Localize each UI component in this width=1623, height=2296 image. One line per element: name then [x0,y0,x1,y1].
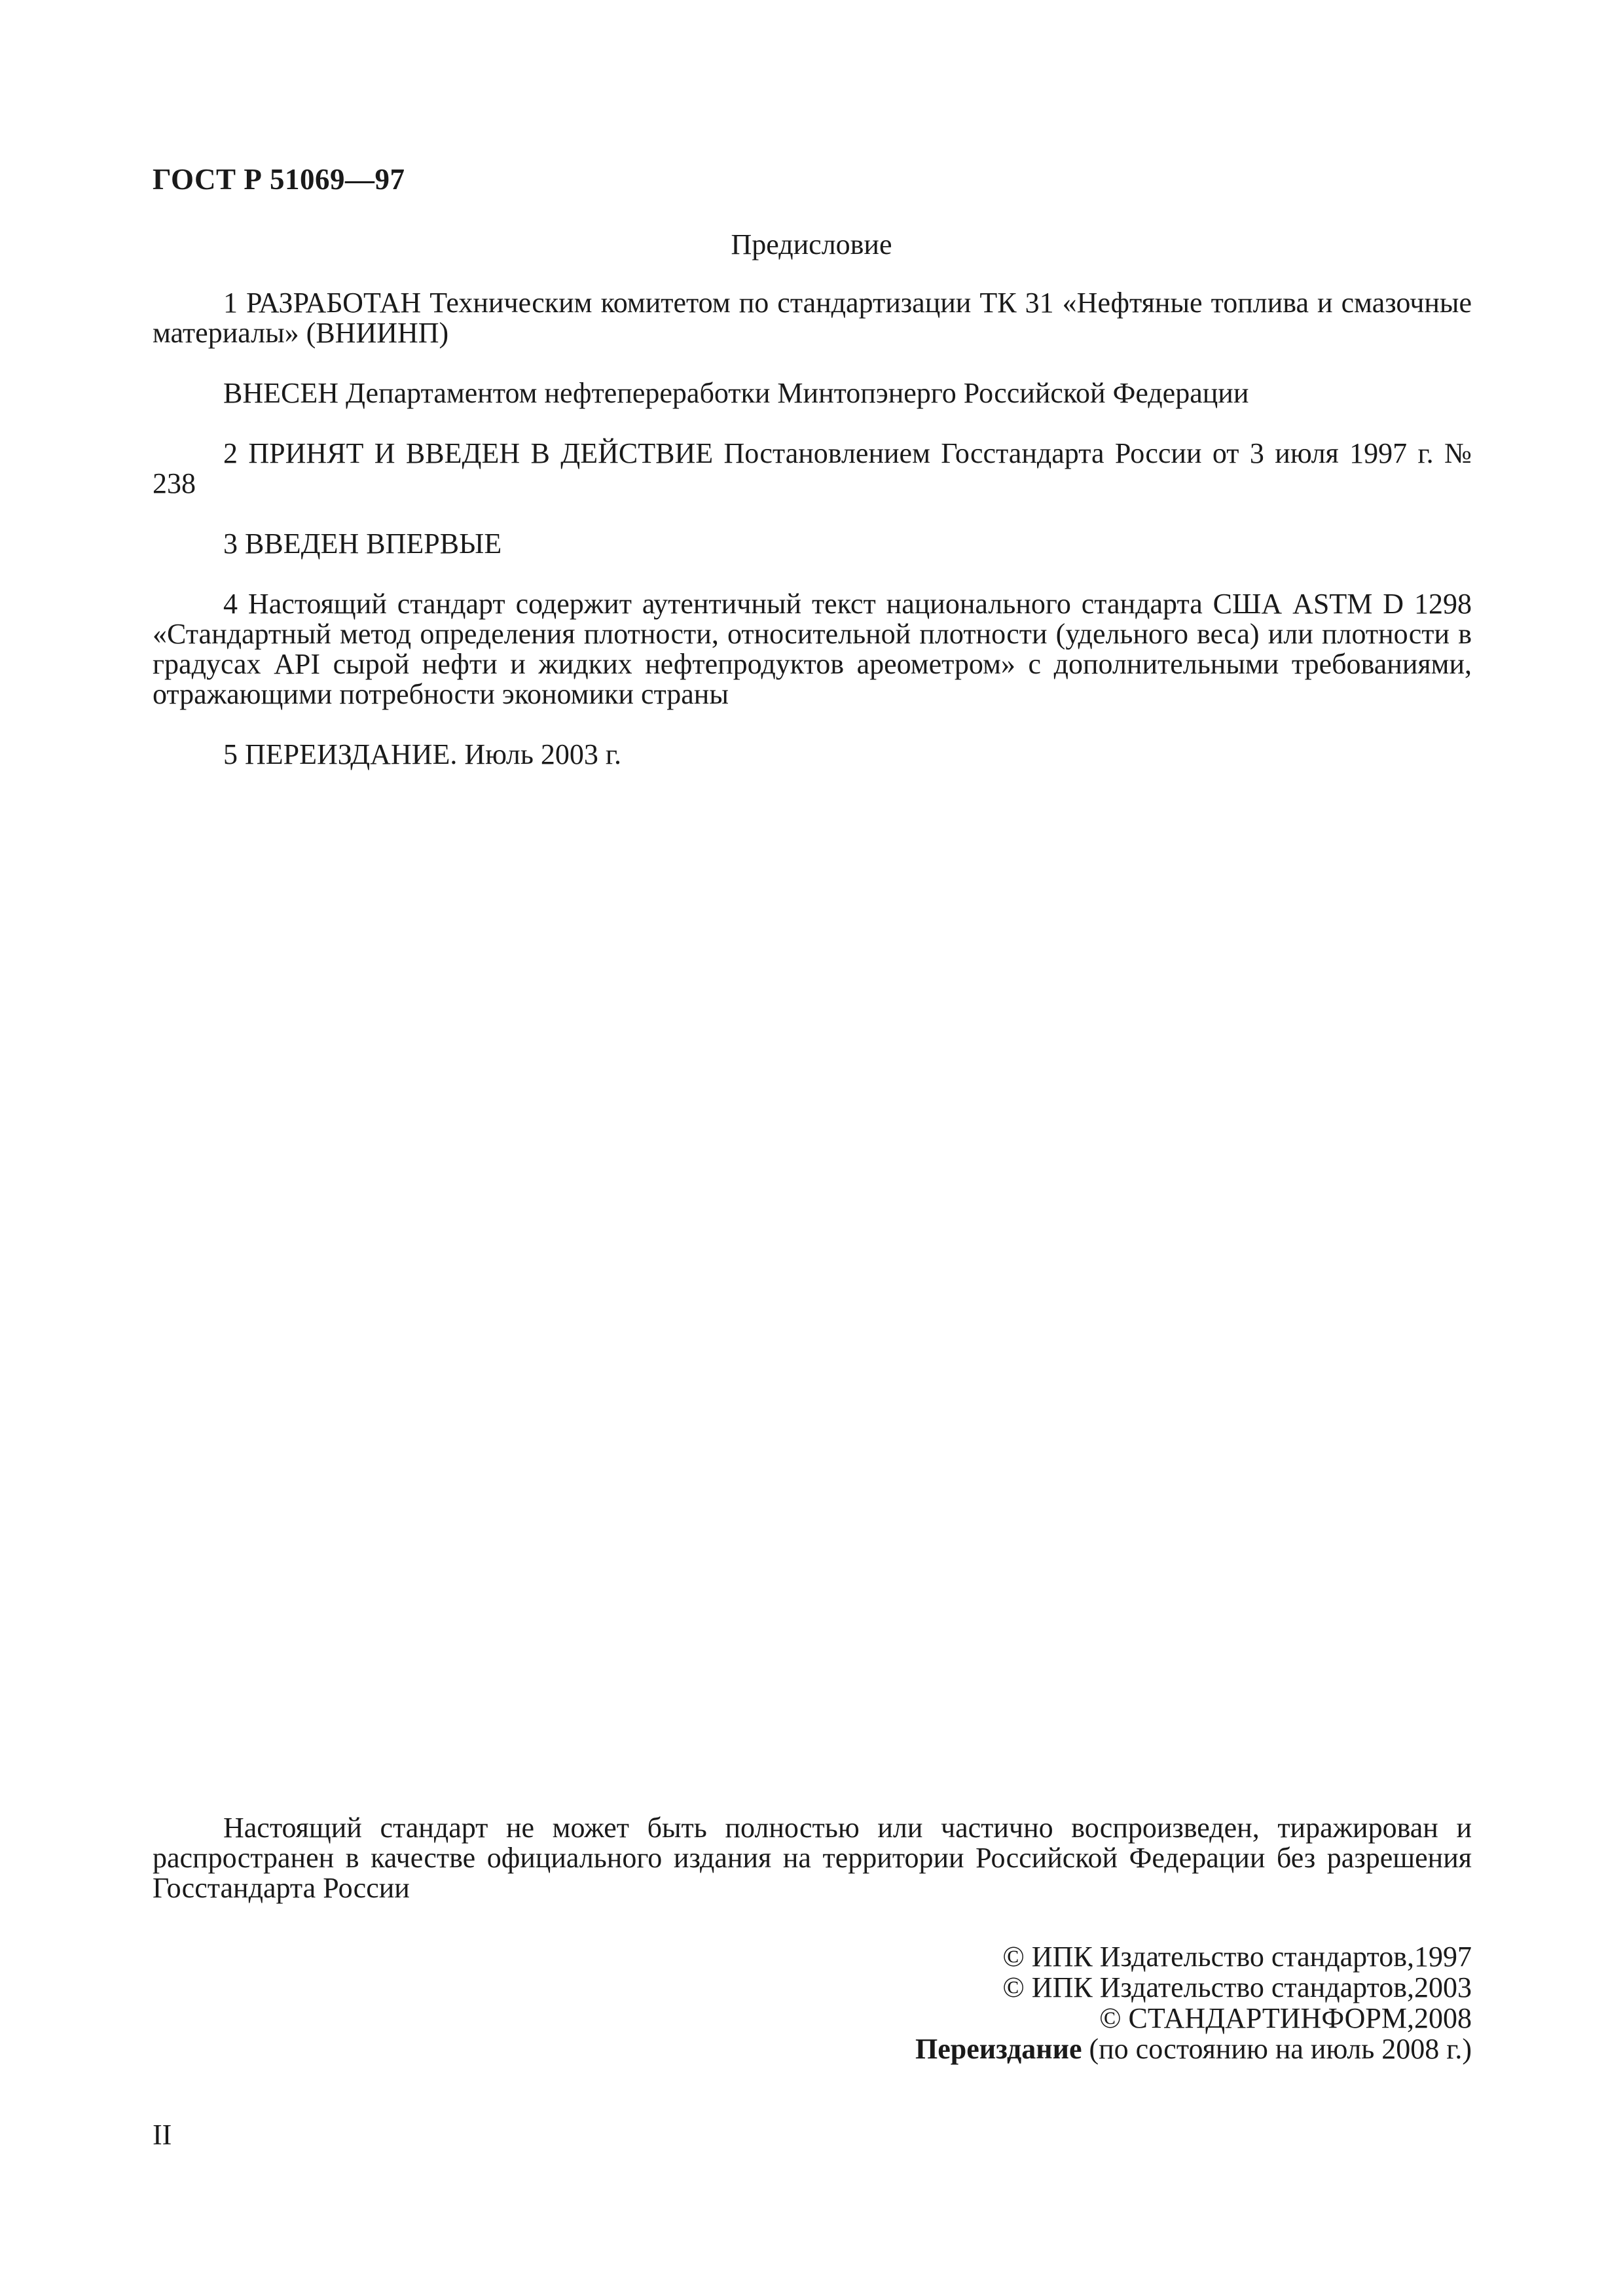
foreword-body [153,288,1472,800]
reissue-label: Переиздание [915,2033,1082,2065]
reissue-line [915,2034,1472,2064]
copyright-block [915,1941,1472,2064]
foreword-paragraph-authentic-text: 4 Настоящий стандарт содержит аутентичный текст национального стандарта США ASTM D 1298 «Стандартный метод определения плотности, относительной плотности (удельного веса) или плотности в градусах API сырой нефти и жидких нефтепродуктов ареометром» с дополнительными требованиями, отражающими потребности экономики страны [153,588,1472,710]
foreword-paragraph-first-introduced: 3 ВВЕДЕН ВПЕРВЫЕ [223,528,502,560]
foreword-paragraph-adopted: 2 ПРИНЯТ И ВВЕДЕН В ДЕЙСТВИЕ Постановлением Госстандарта России от 3 июля 1997 г. № 238 [153,437,1472,499]
reissue-note: (по состоянию на июль 2008 г.) [1082,2033,1472,2065]
foreword-paragraph-introduced: ВНЕСЕН Департаментом нефтепереработки Минтопэнерго Российской Федерации [223,377,1249,409]
copyright-line-1997: © ИПК Издательство стандартов,1997 [1002,1941,1472,1973]
foreword-title: Предисловие [731,228,892,260]
copyright-line-2003: © ИПК Издательство стандартов,2003 [1002,1971,1472,2003]
foreword-paragraph-reissue: 5 ПЕРЕИЗДАНИЕ. Июль 2003 г. [223,738,622,770]
copyright-line-2008: © СТАНДАРТИНФОРМ,2008 [1099,2002,1472,2034]
gost-code-header: ГОСТ Р 51069—97 [153,163,405,196]
reproduction-notice: Настоящий стандарт не может быть полностью или частично воспроизведен, тиражирован и распространен в качестве официального издания на территории Российской Федерации без разрешения Госстандарта России [153,1812,1472,1904]
foreword-paragraph-developed: 1 РАЗРАБОТАН Техническим комитетом по стандартизации ТК 31 «Нефтяные топлива и смазочные материалы» (ВНИИНП) [153,287,1472,349]
page-number: II [153,2119,172,2151]
